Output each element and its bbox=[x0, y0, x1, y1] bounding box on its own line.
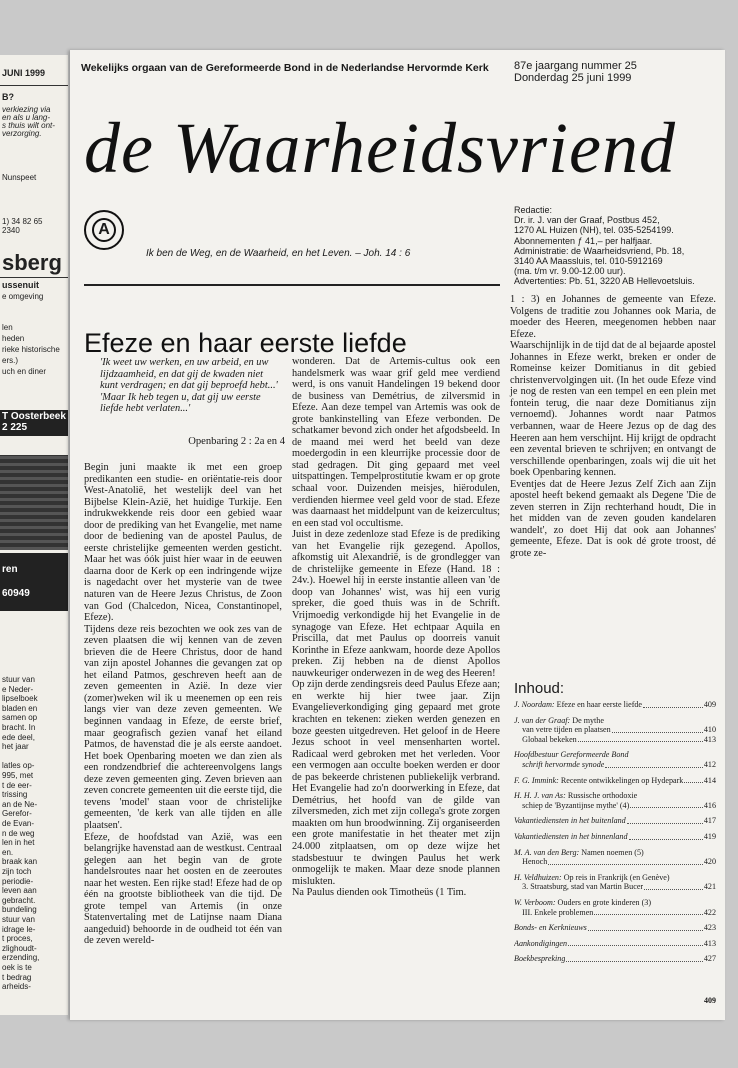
toc-line bbox=[514, 898, 716, 908]
toc-line bbox=[514, 816, 716, 826]
toc-text bbox=[514, 801, 629, 811]
strip-text: bundeling bbox=[2, 905, 37, 915]
paragraph: Efeze, de hoofdstad van Azië, was een belangrijke havenstad aan de westkust. Centraal gelegen aan het begin van de grote handelsroutes naar het oosten en de zeeroutes naar het westen. Een rijke stad! Efeze had de op één na grootste bibliotheek van die tijd. De grote tempel van Artemis (in onze Statenvertaling met de Latijnse naam Diana aangeduid) behoorde in de oudheid tot één van de zeven wereld- bbox=[84, 831, 282, 947]
page-number: 409 bbox=[704, 996, 716, 1005]
toc-leader bbox=[548, 864, 703, 865]
toc-title: Russische orthodoxie bbox=[567, 791, 638, 801]
toc-author: M. A. van den Berg: bbox=[514, 847, 580, 857]
toc-text bbox=[514, 954, 565, 964]
strip-text: latles op- bbox=[2, 761, 35, 771]
toc-author: W. Verboom: bbox=[514, 897, 556, 907]
toc-page: 420 bbox=[703, 857, 716, 867]
toc-line bbox=[514, 791, 716, 801]
toc-page: 410 bbox=[703, 725, 716, 735]
table-of-contents bbox=[514, 700, 716, 970]
toc-entry bbox=[514, 954, 716, 964]
toc-leader bbox=[594, 914, 703, 915]
strip-text: Gerefor- bbox=[2, 809, 32, 819]
article-column-1 bbox=[84, 462, 282, 947]
article-quote bbox=[100, 357, 280, 415]
toc-leader bbox=[566, 961, 702, 962]
toc-text bbox=[514, 923, 587, 933]
strip-text: bladen en bbox=[2, 703, 38, 713]
strip-text: de Evan- bbox=[2, 819, 35, 828]
quote-line: 'Ik weet uw werken, en uw arbeid, en uw lijdzaamheid, en dat gij de kwaden niet kunt verdragen; en dat gij beproefd hebt...' bbox=[100, 357, 278, 392]
article-title: Efeze en haar eerste liefde bbox=[84, 328, 407, 358]
toc-title: Efeze en haar eerste liefde bbox=[556, 700, 643, 709]
toc-entry bbox=[514, 832, 716, 842]
paragraph: Begin juni maakte ik met een groep predikanten een studie- en oriëntatie-reis door West-Anatolië, het westelijk deel van het Bijbelse Klein-Azië, het huidige Turkije. Een indrukwekkende reis door een gebied waar door de prediking van het Evangelie, met name door de bediening van de apostel Paulus, de eerste christelijke gemeenten werden gesticht. Maar het was óók juist híer waar in de eeuwen daarna door de Kerk op een indringende wijze is nagedacht over het mysterie van de twee naturen van de Heere Jezus Christus, de Zoon van God (Chalcedon, Nicea, Constantinopel, Efeze). bbox=[84, 462, 282, 624]
quote-line: 'Maar Ik heb tegen u, dat gij uw eerste liefde hebt verlaten...' bbox=[100, 391, 261, 415]
strip-block bbox=[0, 277, 68, 278]
strip-text: verkiezing via bbox=[2, 105, 51, 114]
toc-line bbox=[514, 716, 716, 726]
toc-line bbox=[514, 832, 716, 842]
toc-page: 416 bbox=[703, 800, 716, 810]
strip-text: erzending, bbox=[2, 953, 40, 963]
paragraph: Na Paulus dienden ook Timotheüs (1 Tim. bbox=[292, 887, 467, 899]
toc-title: Aankondigingen bbox=[514, 938, 568, 948]
strip-text: 995, met bbox=[2, 771, 34, 780]
strip-text: rieke historische bbox=[2, 345, 60, 354]
strip-text: JUNI 1999 bbox=[2, 68, 46, 78]
toc-page: 417 bbox=[703, 816, 716, 826]
strip-text: B? bbox=[2, 92, 14, 102]
strip-photo bbox=[0, 455, 68, 550]
strip-text: 2 225 bbox=[2, 422, 28, 433]
strip-text: lipselboek bbox=[2, 694, 38, 704]
toc-text bbox=[514, 848, 644, 858]
strip-text: n de weg bbox=[2, 828, 35, 838]
toc-text bbox=[514, 898, 651, 908]
toc-author: F. G. Immink: bbox=[514, 775, 559, 785]
redactie-line: Advertenties: Pb. 51, 3220 AB Hellevoetsluis. bbox=[514, 276, 695, 287]
strip-block bbox=[0, 85, 68, 86]
toc-line bbox=[514, 848, 716, 858]
toc-title: Globaal bekeken bbox=[522, 734, 577, 744]
strip-text: gebracht. bbox=[2, 895, 36, 905]
strip-text: arheids- bbox=[2, 982, 31, 992]
toc-text bbox=[514, 760, 604, 770]
strip-text: idrage le- bbox=[2, 924, 36, 934]
toc-title: Op reis in Frankrijk (en Genève) bbox=[563, 872, 670, 882]
toc-leader bbox=[684, 782, 703, 783]
strip-text: ussenuit bbox=[2, 280, 40, 290]
toc-text bbox=[514, 735, 577, 745]
toc-entry bbox=[514, 750, 716, 769]
toc-entry bbox=[514, 700, 716, 710]
toc-page: 414 bbox=[703, 775, 716, 785]
toc-text bbox=[514, 873, 670, 883]
strip-text: e omgeving bbox=[2, 292, 44, 301]
paragraph: Waarschijnlijk in de tijd dat de al bejaarde apostel Johannes in Efeze werkt, breken er onder de Romeinse keizer Domitianus in dit gebied christenvervolgingen uit. (In het oude Efeze vind je nog de resten van een tempel en een plein met fontein terug, die naar deze Domitianus zijn vernoemd). Johannes wordt naar Patmos verbannen, waar de Heere Jezus op de dag des Heeren aan hem verschijnt. Hij krijgt de opdracht een zevental brieven te schrijven; en ontvangt de verschillende openbaringen, zoals wij die uit het boek Openbaring kennen. bbox=[510, 340, 716, 479]
toc-line bbox=[514, 735, 716, 745]
strip-text: 1) 34 82 65 bbox=[2, 217, 43, 226]
strip-text: en als u lang- bbox=[2, 113, 51, 122]
toc-entry bbox=[514, 791, 716, 810]
redactie-line: (ma. t/m vr. 9.00-12.00 uur). bbox=[514, 266, 626, 277]
strip-text: T Oosterbeek bbox=[2, 411, 66, 422]
toc-page: 413 bbox=[703, 734, 716, 744]
toc-page: 412 bbox=[703, 759, 716, 769]
toc-line bbox=[514, 873, 716, 883]
toc-line bbox=[514, 776, 716, 786]
toc-title: Henoch bbox=[522, 857, 548, 867]
toc-leader bbox=[578, 741, 703, 742]
toc-author: J. van der Graaf: bbox=[514, 715, 571, 725]
strip-text: het jaar bbox=[2, 742, 29, 752]
strip-text: len bbox=[2, 323, 13, 332]
toc-line bbox=[514, 725, 716, 735]
strip-text: leven aan bbox=[2, 886, 37, 896]
strip-text: periodie- bbox=[2, 876, 34, 886]
strip-text: t bedrag bbox=[2, 972, 32, 982]
strip-text: verzorging. bbox=[2, 129, 42, 138]
strip-text: bracht. In bbox=[2, 723, 36, 732]
strip-text: ede deel, bbox=[2, 732, 35, 742]
strip-text: uch en diner bbox=[2, 367, 47, 376]
toc-title: Namen noemen (5) bbox=[581, 847, 644, 857]
toc-title: Bonds- en Kerknieuws bbox=[514, 923, 587, 933]
logo-letter: A bbox=[92, 218, 116, 242]
adjacent-page-strip bbox=[0, 55, 68, 1015]
paragraph: wonderen. Dat de Artemis-cultus ook een handelsmerk was waar grif geld mee verdiend werd, is ons vanuit Handelingen 19 bekend door de business van Demétrius, de zilversmid in Efeze. Aan deze tempel van Artemis was ook de grote bankinstelling van Efeze verbonden. De schatkamer bevond zich onder het afgodsbeeld. In de maand mei werd het beeld van deze moedergodin in een kleurrijke processie door de stad gedragen. Dit ging gepaard met veel uitspattingen. Tempelprostitutie kwam er op grote schaal voor. Duizenden meisjes, hiërodulen, verdienden hiermee veel geld voor de stad. Efeze was daarnaast het middelpunt van de keizercultus; en een stad vol occultisme. bbox=[292, 356, 500, 529]
toc-title: Recente ontwikkelingen op Hydepark bbox=[560, 775, 684, 785]
toc-line bbox=[514, 857, 716, 867]
redactie-block bbox=[514, 205, 695, 287]
toc-entry bbox=[514, 716, 716, 745]
toc-line bbox=[514, 760, 716, 770]
toc-entry bbox=[514, 873, 716, 892]
strip-text: oek is te bbox=[2, 963, 32, 972]
strip-text: sberg bbox=[2, 250, 62, 275]
toc-text bbox=[514, 857, 547, 867]
toc-title: Vakantiediensten in het buitenland bbox=[514, 816, 626, 826]
strip-text: an de Ne- bbox=[2, 799, 38, 809]
toc-leader bbox=[627, 823, 703, 824]
toc-line bbox=[514, 750, 716, 760]
article-column-3 bbox=[510, 294, 716, 560]
redactie-line: Abonnementen ƒ 41,– per halfjaar. bbox=[514, 235, 653, 246]
strip-text: stuur van bbox=[2, 915, 35, 924]
toc-page: 423 bbox=[703, 923, 716, 933]
quote-source: Openbaring 2 : 2a en 4 bbox=[188, 436, 285, 447]
strip-text: t proces, bbox=[2, 934, 33, 944]
toc-text bbox=[514, 882, 643, 892]
strip-text: ren bbox=[2, 564, 18, 575]
toc-text bbox=[514, 750, 629, 760]
strip-text: s thuis wilt ont- bbox=[2, 121, 55, 130]
strip-text: en. bbox=[2, 847, 14, 857]
toc-page: 419 bbox=[703, 831, 716, 841]
strip-text: t de eer- bbox=[2, 780, 32, 790]
toc-title: De mythe bbox=[572, 715, 604, 725]
issue-info bbox=[514, 60, 637, 84]
toc-text bbox=[514, 939, 567, 949]
toc-page: 421 bbox=[703, 882, 716, 892]
toc-entry bbox=[514, 923, 716, 933]
masthead-title: de Waarheidsvriend bbox=[84, 108, 676, 188]
toc-title: Vakantiediensten in het binnenland bbox=[514, 831, 628, 841]
paragraph: Op zijn derde zendingsreis deed Paulus Efeze aan; en werkte hij hier twee jaar. Zijn Evangelieverkondiging ging gepaard met grote krachten en tekenen: zieken werden genezen en boze geesten uitgedreven. Het geloof in de Heere Jezus schoot in veel mensenharten wortel. Radicaal werd gebroken met het verleden. Voor een vermogen aan occulte boeken werden er door de pas bekeerde christenen publiekelijk verbrand. Het Evangelie had zo'n doorwerking in Efeze, dat Demétrius, het hoofd van de gilde van zilversmeden, zich met zijn collega's grote zorgen maakten om hun broodwinning. Zij organiseerden een grote manifestatie in het theater met zijn 24.000 zitplaatsen, om op deze wijze het stadsbestuur te dwingen Paulus het werk onmogelijk te maken. Maar deze snode plannen mislukten. bbox=[292, 679, 500, 887]
strip-text: len in het bbox=[2, 838, 35, 848]
newspaper-page bbox=[70, 50, 725, 1020]
strip-text: e Neder- bbox=[2, 684, 34, 694]
alpha-omega-logo-icon bbox=[84, 210, 124, 250]
toc-text bbox=[514, 908, 593, 918]
toc-title: III. Enkele problemen bbox=[522, 907, 594, 917]
toc-entry bbox=[514, 848, 716, 867]
toc-author: H. Veldhuizen: bbox=[514, 872, 562, 882]
toc-entry bbox=[514, 776, 716, 786]
redactie-line: 3140 AA Maassluis, tel. 010-5912169 bbox=[514, 256, 663, 267]
issue-date: Donderdag 25 juni 1999 bbox=[514, 72, 632, 84]
motto: Ik ben de Weg, en de Waarheid, en het Leven. – Joh. 14 : 6 bbox=[146, 248, 411, 259]
toc-author: H. H. J. van As: bbox=[514, 791, 566, 801]
article-column-2 bbox=[292, 356, 500, 899]
toc-text bbox=[514, 816, 626, 826]
redactie-line: Dr. ir. J. van der Graaf, Postbus 452, bbox=[514, 215, 660, 226]
toc-page: 427 bbox=[703, 954, 716, 964]
redactie-line: Redactie: bbox=[514, 205, 553, 215]
paragraph: Tijdens deze reis bezochten we ook zes van de zeven plaatsen die wij kennen van de zeven brieven die de Heere Christus, door de hand van zijn apostel Johannes die gevangen zat op het eiland Patmos, geschreven heeft aan de zeven gemeenten in Azië. In deze vier (zomer)weken wil ik u meenemen op een reis langs vier van deze zeven gemeenten. We beginnen vandaag in Efeze, de eerste brief, maar geografisch gezien vanaf het eiland Patmos, de havenstad die je als eerste aandoet. Het boek Openbaring moeten we dan zien als een rondzendbrief die achtereenvolgens langs deze zeven gemeenten ging. Zeven brieven aan zeven concrete gemeenten uit die eerste tijd, die tevens 'model' staan voor de christelijke gemeenten, 'de kerk van alle tijden en alle plaatsen'. bbox=[84, 623, 282, 831]
strip-text: heden bbox=[2, 334, 25, 343]
strip-block bbox=[0, 553, 68, 611]
toc-line bbox=[514, 923, 716, 933]
toc-title: schrift hervormde synode bbox=[522, 759, 605, 769]
toc-leader bbox=[644, 889, 703, 890]
toc-leader bbox=[568, 945, 703, 946]
issue-year: 87e jaargang nummer 25 bbox=[514, 60, 637, 72]
header-divider bbox=[84, 284, 500, 286]
toc-leader bbox=[605, 767, 702, 768]
toc-page: 413 bbox=[703, 938, 716, 948]
toc-text bbox=[514, 725, 611, 735]
toc-entry bbox=[514, 816, 716, 826]
strip-text: braak kan bbox=[2, 857, 38, 867]
toc-author: Hoofdbestuur Gereformeerde Bond bbox=[514, 750, 629, 760]
header-tagline: Wekelijks orgaan van de Gereformeerde Bond in de Nederlandse Hervormde Kerk bbox=[81, 62, 489, 74]
strip-text: stuur van bbox=[2, 675, 35, 684]
strip-text: zijn toch bbox=[2, 867, 32, 876]
toc-line bbox=[514, 939, 716, 949]
toc-leader bbox=[630, 807, 703, 808]
toc-text bbox=[514, 832, 628, 842]
toc-page: 409 bbox=[703, 700, 716, 709]
paragraph: Eventjes dat de Heere Jezus Zelf Zich aan Zijn apostel heeft bekend gemaakt als Degene 'Die de zeven sterren in Zijn rechterhand houdt, Die in het midden van de zeven gouden kandelaren wandelt', zo doet Hij dat ook aan Johannes' gemeente, Efeze. Dat is ook dé grote troost, dé grote ze- bbox=[510, 478, 716, 560]
strip-text: Nunspeet bbox=[2, 173, 37, 182]
toc-leader bbox=[588, 930, 703, 931]
strip-text: 60949 bbox=[2, 588, 30, 599]
redactie-line: Administratie: de Waarheidsvriend, Pb. 18, bbox=[514, 245, 685, 256]
toc-line bbox=[514, 908, 716, 918]
toc-title: Boekbespreking bbox=[514, 954, 566, 964]
toc-line bbox=[514, 700, 716, 710]
toc-text bbox=[514, 700, 642, 710]
toc-page: 422 bbox=[703, 907, 716, 917]
toc-title: 3. Straatsburg, stad van Martin Bucer bbox=[522, 882, 644, 892]
paragraph: 1 : 3) en Johannes de gemeente van Efeze. Volgens de traditie zou Johannes ook Maria, de moeder des Heeren, meegenomen hebben naar Efeze. bbox=[510, 294, 716, 340]
toc-title: schiep de 'Byzantijnse mythe' (4) bbox=[522, 800, 630, 810]
toc-line bbox=[514, 801, 716, 811]
toc-leader bbox=[612, 732, 703, 733]
strip-text: trissing bbox=[2, 790, 28, 800]
toc-line bbox=[514, 954, 716, 964]
strip-text: zlighoudt- bbox=[2, 943, 37, 953]
redactie-line: 1270 AL Huizen (NH), tel. 035-5254199. bbox=[514, 225, 674, 236]
toc-text bbox=[514, 791, 637, 801]
strip-text: ers.) bbox=[2, 356, 18, 365]
toc-title: van vetre tijden en plaatsen bbox=[522, 725, 611, 735]
toc-title: Ouders en grote kinderen (3) bbox=[557, 897, 652, 907]
toc-line bbox=[514, 882, 716, 892]
toc-text bbox=[514, 776, 683, 786]
toc-author: J. Noordam: bbox=[514, 700, 555, 709]
toc-entry bbox=[514, 939, 716, 949]
strip-text: 2340 bbox=[2, 226, 20, 235]
toc-leader bbox=[643, 707, 703, 708]
toc-leader bbox=[629, 839, 703, 840]
contents-heading: Inhoud: bbox=[514, 680, 565, 697]
toc-text bbox=[514, 716, 604, 726]
toc-entry bbox=[514, 898, 716, 917]
paragraph: Juist in deze zedenloze stad Efeze is de prediking van het Evangelie rijk gezegend. Apollos, afkomstig uit Alexandrië, is de grondlegger van de christelijke gemeente in Efeze (Hand. 18 : 24v.). Hoewel hij in eerste instantie alleen van 'de doop van Johannes' wist, was hij een vurig spreker, die goed thuis was in de Schrift. Vrijmoedig verkondigde hij het Evangelie in de synagoge van Efeze. Het echtpaar Aquila en Priscilla, dat met Paulus op doorreis vanuit Korinthe in Efeze aankwam, hoorde deze Apollos preken. Zij hebben na de dienst Apollos nauwkeuriger onderwezen in de weg des Heeren! bbox=[292, 529, 500, 679]
strip-text: samen op bbox=[2, 713, 38, 723]
